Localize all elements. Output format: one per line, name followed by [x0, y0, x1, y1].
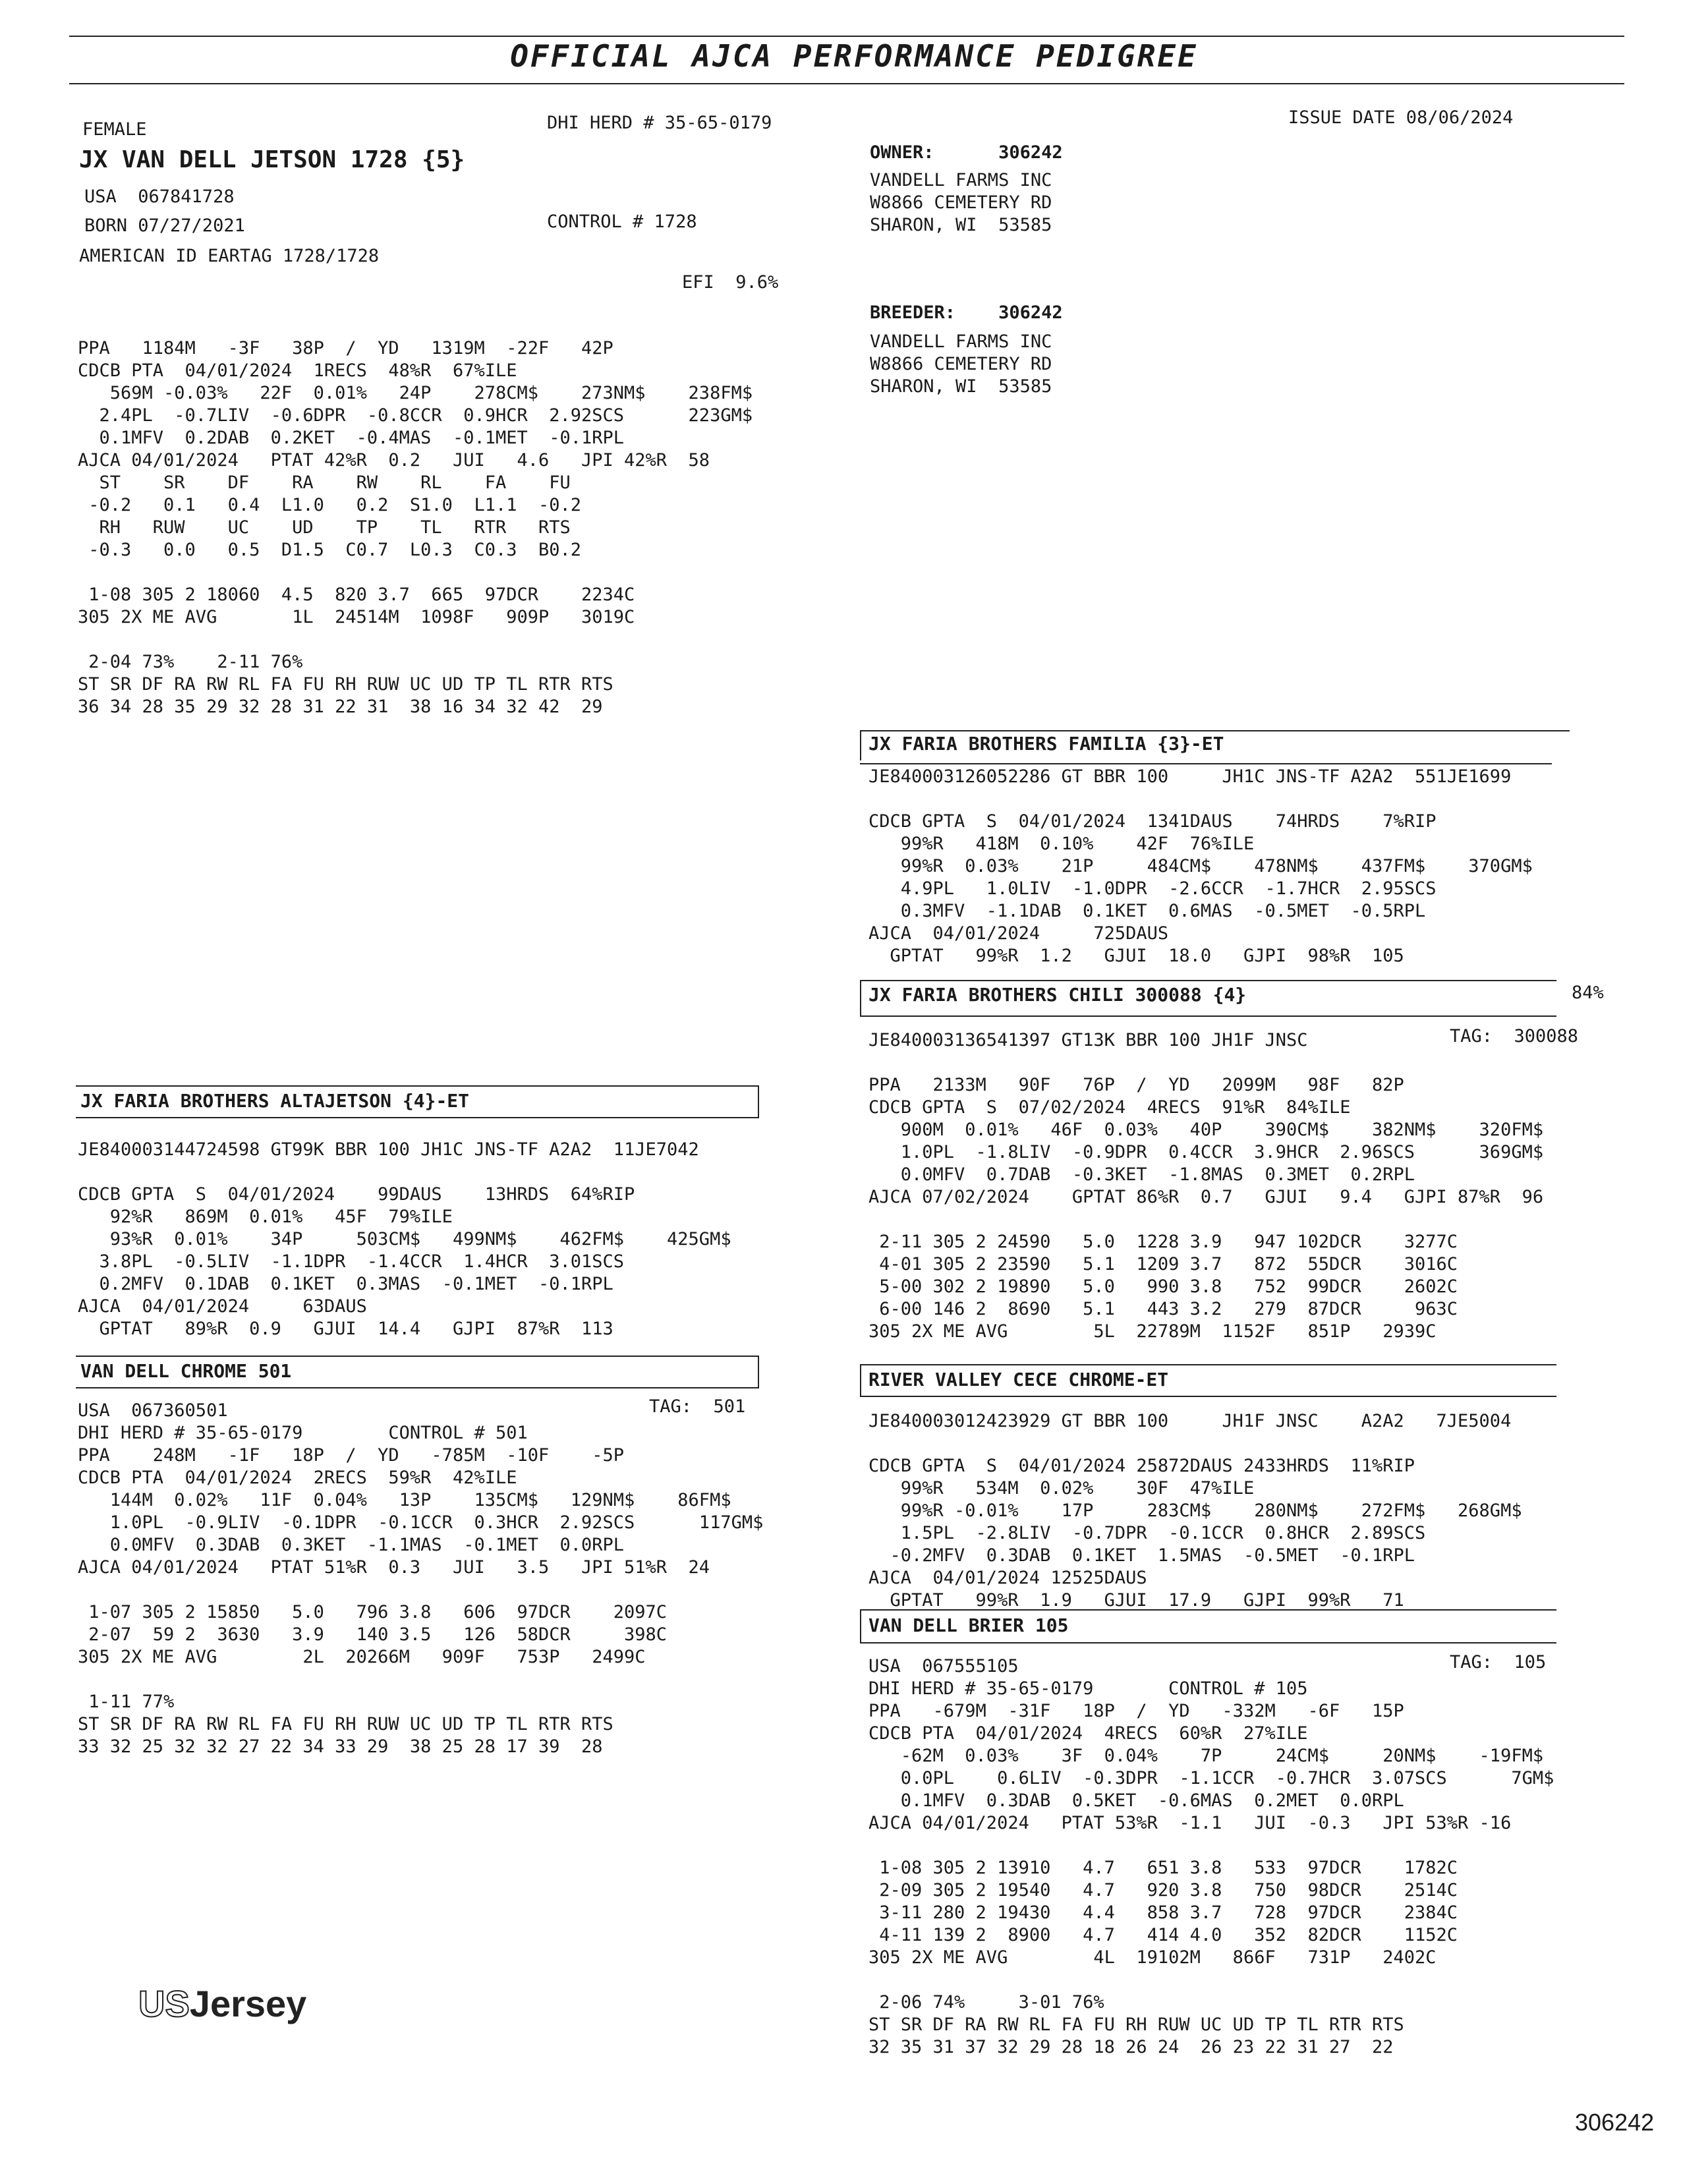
sd-line: PPA 2133M 90F 76P / YD 2099M 98F 82P: [868, 1075, 1404, 1095]
dd-line: 305 2X ME AVG 4L 19102M 866F 731P 2402C: [868, 1947, 1437, 1968]
animal-line: ST SR DF RA RW RL FA FU RH RUW UC UD TP TL RTR RTS: [78, 674, 613, 695]
animal-herd: DHI HERD # 35-65-0179: [547, 113, 772, 133]
animal-line: PPA 1184M -3F 38P / YD 1319M -22F 42P: [78, 338, 613, 358]
ds-line: 99%R -0.01% 17P 283CM$ 280NM$ 272FM$ 268GM$: [868, 1500, 1522, 1521]
sd-line: AJCA 07/02/2024 GPTAT 86%R 0.7 GJUI 9.4 GJPI 87%R 96: [868, 1187, 1544, 1207]
dd-line: 2-09 305 2 19540 4.7 920 3.8 750 98DCR 2514C: [868, 1880, 1458, 1900]
animal-line: ST SR DF RA RW RL FA FU: [78, 472, 571, 493]
ds-line: -0.2MFV 0.3DAB 0.1KET 1.5MAS -0.5MET -0.1RPL: [868, 1545, 1415, 1566]
ds-details: [868, 1410, 1522, 1612]
dd-line: AJCA 04/01/2024 PTAT 53%R -1.1 JUI -0.3 JPI 53%R -16: [868, 1813, 1512, 1833]
ds-name: RIVER VALLEY CECE CHROME-ET: [868, 1369, 1169, 1390]
dd-line: -62M 0.03% 3F 0.04% 7P 24CM$ 20NM$ -19FM$: [868, 1746, 1544, 1766]
issue-date: ISSUE DATE 08/06/2024: [1288, 107, 1514, 128]
dd-line: 1-08 305 2 13910 4.7 651 3.8 533 97DCR 1782C: [868, 1858, 1458, 1878]
ss-line: JE840003126052286 GT BBR 100 JH1C JNS-TF A2A2 551JE1699: [868, 766, 1512, 787]
ds-line: AJCA 04/01/2024 12525DAUS: [868, 1568, 1147, 1588]
dd-line: ST SR DF RA RW RL FA FU RH RUW UC UD TP TL RTR RTS: [868, 2015, 1404, 2035]
dam-line: 1-07 305 2 15850 5.0 796 3.8 606 97DCR 2097C: [78, 1602, 668, 1622]
sd-line: 900M 0.01% 46F 0.03% 40P 390CM$ 382NM$ 320FM$: [868, 1120, 1544, 1140]
dam-line: ST SR DF RA RW RL FA FU RH RUW UC UD TP TL RTR RTS: [78, 1714, 613, 1734]
dam-line: DHI HERD # 35-65-0179 CONTROL # 501: [78, 1423, 528, 1443]
breeder-block: [870, 302, 1063, 398]
ss-line: 99%R 418M 0.10% 42F 76%ILE: [868, 834, 1255, 854]
dam-line: 144M 0.02% 11F 0.04% 13P 135CM$ 129NM$ 86FM$: [78, 1490, 731, 1510]
ss-line: [868, 788, 1533, 811]
animal-line: 1-08 305 2 18060 4.5 820 3.7 665 97DCR 2234C: [78, 585, 635, 605]
ds-line: 99%R 534M 0.02% 30F 47%ILE: [868, 1478, 1255, 1499]
animal-efi: EFI 9.6%: [682, 272, 779, 293]
ss-under-rule: [860, 763, 1552, 764]
animal-id: AMERICAN ID EARTAG 1728/1728: [79, 246, 380, 266]
dd-line: 3-11 280 2 19430 4.4 858 3.7 728 97DCR 2384C: [868, 1902, 1458, 1923]
animal-name: JX VAN DELL JETSON 1728 {5}: [79, 146, 465, 173]
sire-line: 0.2MFV 0.1DAB 0.1KET 0.3MAS -0.1MET -0.1RPL: [78, 1274, 613, 1294]
sd-line: [868, 1052, 1543, 1074]
page-number: 306242: [1575, 2109, 1655, 2136]
dd-line: PPA -679M -31F 18P / YD -332M -6F 15P: [868, 1701, 1404, 1721]
animal-line: -0.2 0.1 0.4 L1.0 0.2 S1.0 L1.1 -0.2: [78, 495, 582, 515]
ss-line: GPTAT 99%R 1.2 GJUI 18.0 GJPI 98%R 105: [868, 946, 1404, 966]
ds-line: CDCB GPTA S 04/01/2024 25872DAUS 2433HRDS 11%RIP: [868, 1456, 1415, 1476]
animal-line: AJCA 04/01/2024 PTAT 42%R 0.2 JUI 4.6 JPI 42%R 58: [78, 450, 710, 471]
ds-line: JE840003012423929 GT BBR 100 JH1F JNSC A2A2 7JE5004: [868, 1411, 1512, 1431]
sd-line: 2-11 305 2 24590 5.0 1228 3.9 947 102DCR 3277C: [868, 1232, 1458, 1252]
dam-details: [78, 1400, 763, 1758]
sd-line: CDCB GPTA S 07/02/2024 4RECS 91%R 84%ILE: [868, 1097, 1351, 1118]
sire-line: 93%R 0.01% 34P 503CM$ 499NM$ 462FM$ 425GM$: [78, 1229, 731, 1249]
logo-jersey: Jersey: [189, 1983, 307, 2024]
title-rule: [69, 83, 1624, 84]
ss-details: [868, 766, 1533, 967]
dam-line: 305 2X ME AVG 2L 20266M 909F 753P 2499C: [78, 1647, 646, 1667]
sd-line: 1.0PL -1.8LIV -0.9DPR 0.4CCR 3.9HCR 2.96SCS 369GM$: [868, 1142, 1544, 1162]
owner-line: SHARON, WI 53585: [870, 215, 1052, 235]
breeder-line: SHARON, WI 53585: [870, 376, 1052, 397]
owner-line: VANDELL FARMS INC: [870, 170, 1052, 190]
sd-line: 5-00 302 2 19890 5.0 990 3.8 752 99DCR 2602C: [868, 1276, 1458, 1297]
animal-control: CONTROL # 1728: [547, 212, 697, 232]
dd-line: DHI HERD # 35-65-0179 CONTROL # 105: [868, 1678, 1308, 1699]
logo-us: US: [138, 1983, 190, 2024]
sire-line: JE840003144724598 GT99K BBR 100 JH1C JNS-TF A2A2 11JE7042: [78, 1139, 699, 1160]
animal-line: 2-04 73% 2-11 76%: [78, 652, 303, 672]
animal-line: 305 2X ME AVG 1L 24514M 1098F 909P 3019C: [78, 607, 635, 627]
sd-line: JE840003136541397 GT13K BBR 100 JH1F JNSC: [868, 1030, 1308, 1050]
dd-line: [868, 1969, 1554, 1991]
sd-name: JX FARIA BROTHERS CHILI 300088 {4}: [868, 984, 1247, 1006]
ss-line: 99%R 0.03% 21P 484CM$ 478NM$ 437FM$ 370GM$: [868, 856, 1533, 876]
animal-line: RH RUW UC UD TP TL RTR RTS: [78, 517, 571, 538]
breeder-label: BREEDER:: [870, 302, 956, 323]
dd-line: 2-06 74% 3-01 76%: [868, 1992, 1104, 2013]
ss-line: 4.9PL 1.0LIV -1.0DPR -2.6CCR -1.7HCR 2.95SCS: [868, 878, 1437, 899]
animal-line: 36 34 28 35 29 32 28 31 22 31 38 16 34 32 42 29: [78, 697, 603, 717]
animal-line: 0.1MFV 0.2DAB 0.2KET -0.4MAS -0.1MET -0.1RPL: [78, 428, 625, 448]
animal-line: CDCB PTA 04/01/2024 1RECS 48%R 67%ILE: [78, 360, 517, 381]
dd-line: CDCB PTA 04/01/2024 4RECS 60%R 27%ILE: [868, 1723, 1308, 1744]
dd-line: 4-11 139 2 8900 4.7 414 4.0 352 82DCR 1152C: [868, 1925, 1458, 1945]
breeder-line: VANDELL FARMS INC: [870, 331, 1052, 352]
dam-line: [78, 1669, 763, 1691]
sd-line: 6-00 146 2 8690 5.1 443 3.2 279 87DCR 963C: [868, 1299, 1458, 1319]
owner-line: W8866 CEMETERY RD: [870, 192, 1052, 213]
animal-line: 2.4PL -0.7LIV -0.6DPR -0.8CCR 0.9HCR 2.92SCS 223GM$: [78, 405, 753, 426]
animal-registration: USA 067841728: [84, 186, 235, 207]
dam-line: USA 067360501: [78, 1400, 228, 1421]
dam-name: VAN DELL CHROME 501: [80, 1360, 292, 1382]
sd-line: 305 2X ME AVG 5L 22789M 1152F 851P 2939C: [868, 1321, 1437, 1342]
sire-line: AJCA 04/01/2024 63DAUS: [78, 1296, 367, 1317]
owner-label: OWNER:: [870, 142, 934, 163]
sire-line: GPTAT 89%R 0.9 GJUI 14.4 GJPI 87%R 113: [78, 1319, 613, 1339]
dd-line: 0.0PL 0.6LIV -0.3DPR -1.1CCR -0.7HCR 3.07SCS 7GM$: [868, 1768, 1554, 1788]
dd-details: [868, 1655, 1554, 2059]
dam-tag: TAG: 501: [649, 1396, 746, 1417]
sd-percent: 84%: [1572, 983, 1604, 1003]
ss-line: AJCA 04/01/2024 725DAUS: [868, 923, 1169, 944]
ss-name: JX FARIA BROTHERS FAMILIA {3}-ET: [868, 733, 1224, 755]
animal-details: [78, 337, 753, 718]
owner-number: 306242: [998, 142, 1063, 163]
dd-tag: TAG: 105: [1450, 1652, 1547, 1672]
ss-line: CDCB GPTA S 04/01/2024 1341DAUS 74HRDS 7%RIP: [868, 811, 1437, 832]
top-rule: [69, 36, 1624, 37]
sire-name: JX FARIA BROTHERS ALTAJETSON {4}-ET: [80, 1090, 470, 1112]
dam-line: AJCA 04/01/2024 PTAT 51%R 0.3 JUI 3.5 JPI 51%R 24: [78, 1557, 710, 1578]
sd-tag: TAG: 300088: [1450, 1026, 1579, 1046]
dam-line: CDCB PTA 04/01/2024 2RECS 59%R 42%ILE: [78, 1468, 517, 1488]
breeder-line: W8866 CEMETERY RD: [870, 354, 1052, 374]
dam-line: 1.0PL -0.9LIV -0.1DPR -0.1CCR 0.3HCR 2.92SCS 117GM$: [78, 1512, 764, 1533]
animal-birth-date: BORN 07/27/2021: [84, 215, 245, 236]
sd-line: 4-01 305 2 23590 5.1 1209 3.7 872 55DCR 3016C: [868, 1254, 1458, 1274]
dam-line: 2-07 59 2 3630 3.9 140 3.5 126 58DCR 398C: [78, 1624, 668, 1645]
sd-line: 0.0MFV 0.7DAB -0.3KET -1.8MAS 0.3MET 0.2RPL: [868, 1164, 1415, 1185]
sire-line: 3.8PL -0.5LIV -1.1DPR -1.4CCR 1.4HCR 3.01SCS: [78, 1251, 625, 1272]
dam-line: 1-11 77%: [78, 1692, 175, 1712]
ds-line: [868, 1433, 1522, 1455]
sire-line: [78, 1161, 731, 1184]
dd-line: 0.1MFV 0.3DAB 0.5KET -0.6MAS 0.2MET 0.0RPL: [868, 1790, 1404, 1811]
dd-line: USA 067555105: [868, 1656, 1019, 1676]
usjersey-logo: [138, 1982, 306, 2025]
ds-line: 1.5PL -2.8LIV -0.7DPR -0.1CCR 0.8HCR 2.89SCS: [868, 1523, 1426, 1543]
dam-line: PPA 248M -1F 18P / YD -785M -10F -5P: [78, 1445, 625, 1466]
dd-line: [868, 1835, 1554, 1857]
dd-line: 32 35 31 37 32 29 28 18 26 24 26 23 22 31 27 22: [868, 2037, 1394, 2057]
breeder-number: 306242: [998, 302, 1063, 323]
animal-line: [78, 561, 753, 584]
sire-details: [78, 1139, 731, 1340]
dam-line: 33 32 25 32 32 27 22 34 33 29 38 25 28 17 39 28: [78, 1736, 603, 1757]
dd-name: VAN DELL BRIER 105: [868, 1615, 1069, 1636]
ds-line: GPTAT 99%R 1.9 GJUI 17.9 GJPI 99%R 71: [868, 1590, 1404, 1611]
animal-sex: FEMALE: [82, 119, 147, 140]
ss-line: 0.3MFV -1.1DAB 0.1KET 0.6MAS -0.5MET -0.5RPL: [868, 901, 1426, 921]
dam-line: [78, 1579, 763, 1601]
sire-line: CDCB GPTA S 04/01/2024 99DAUS 13HRDS 64%RIP: [78, 1184, 635, 1205]
sire-line: 92%R 869M 0.01% 45F 79%ILE: [78, 1207, 453, 1227]
animal-line: -0.3 0.0 0.5 D1.5 C0.7 L0.3 C0.3 B0.2: [78, 540, 582, 560]
sd-details: [868, 1029, 1543, 1343]
document-title: OFFICIAL AJCA PERFORMANCE PEDIGREE: [510, 38, 1198, 74]
dam-line: 0.0MFV 0.3DAB 0.3KET -1.1MAS -0.1MET 0.0RPL: [78, 1535, 625, 1555]
sd-line: [868, 1209, 1543, 1231]
animal-line: [78, 629, 753, 651]
owner-block: [870, 142, 1063, 237]
animal-line: 569M -0.03% 22F 0.01% 24P 278CM$ 273NM$ 238FM$: [78, 383, 753, 403]
